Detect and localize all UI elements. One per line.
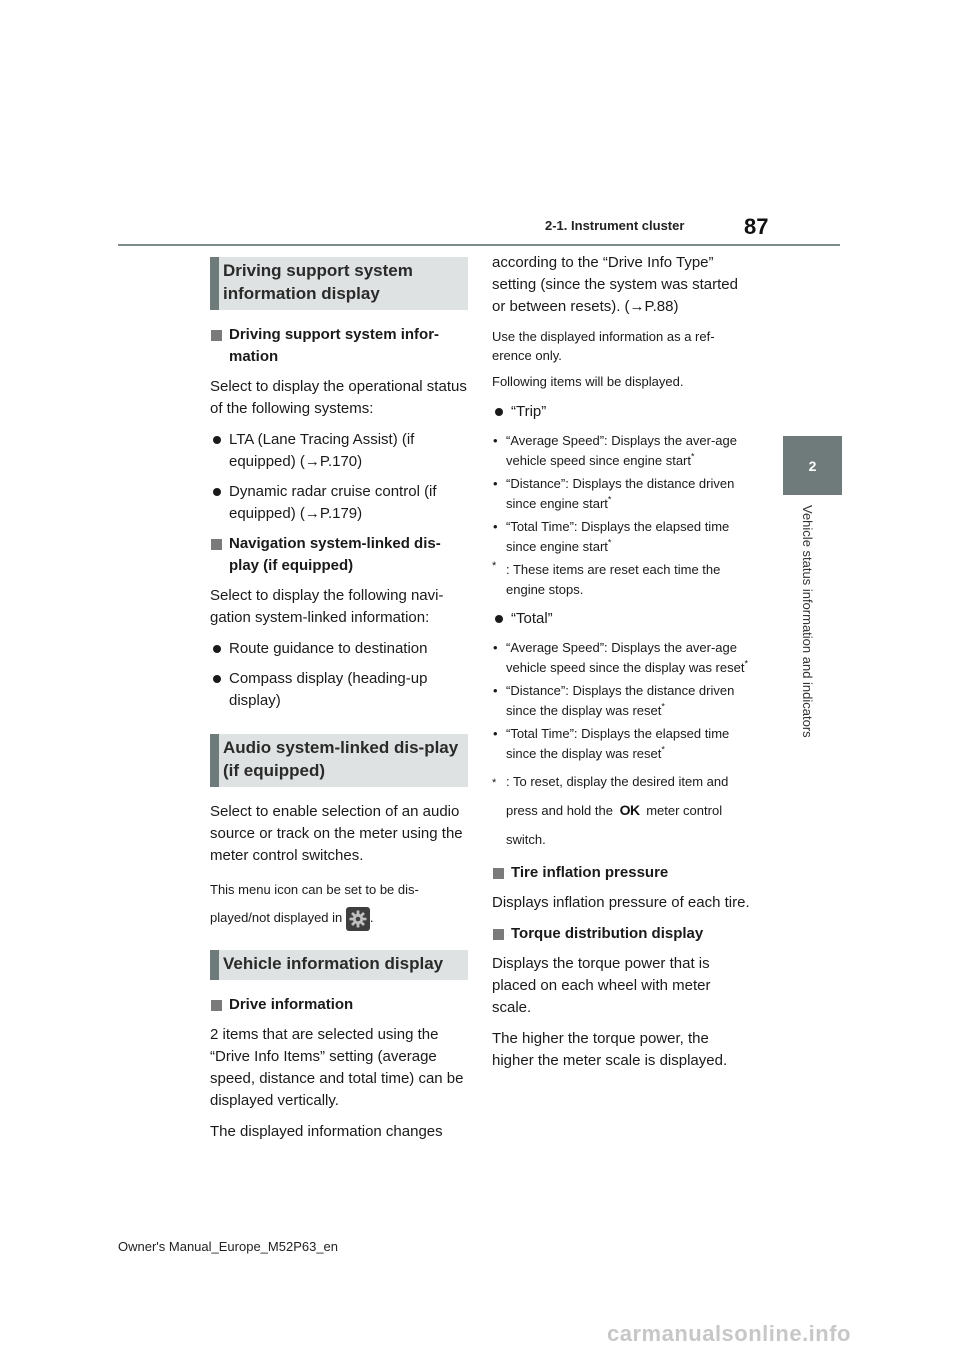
list-item-text: “Average Speed”: Displays the aver-age vehicle speed since the display was reset [506, 640, 745, 675]
chapter-title: Vehicle status information and indicators [800, 505, 815, 738]
list-item [492, 681, 750, 721]
body-text: Select to display the operational status of the following systems: [210, 378, 467, 417]
section-title: 2-1. Instrument cluster [545, 218, 685, 233]
note-before-icon: This menu icon can be set to be dis-played/not displayed in [210, 882, 419, 925]
subhead-tire-pressure: Tire inflation pressure [492, 862, 750, 884]
body-text: according to the “Drive Info Type” setting (since the system was started or between resets). (→P.88) [492, 254, 738, 315]
bullet-trip: “Trip” [492, 401, 750, 423]
footnote-marker: * [492, 777, 497, 789]
bullet-item: Compass display (heading-up display) [210, 668, 468, 712]
note-text: Following items will be displayed. [492, 374, 684, 389]
footnote-marker: * [744, 658, 748, 669]
gear-icon [346, 907, 370, 931]
header-divider [118, 244, 840, 246]
bullet-item: LTA (Lane Tracing Assist) (if equipped) (→P.170) [210, 429, 468, 473]
list-item-text: “Distance”: Displays the distance driven since the display was reset [506, 683, 735, 718]
list-item [492, 474, 750, 514]
footnote-marker: * [607, 494, 612, 505]
body-text: The higher the torque power, the higher the meter scale is displayed. [492, 1030, 728, 1069]
chapter-side-label [797, 505, 819, 775]
watermark: carmanualsonline.info [607, 1321, 851, 1346]
footnote-marker: * [691, 451, 695, 462]
chapter-tab: 2 [783, 436, 842, 495]
list-item [492, 431, 750, 471]
list-item [492, 517, 750, 557]
section-header-audio: Audio system-linked dis-play (if equipped) [210, 734, 468, 787]
note-text: Use the displayed information as a ref-erence only. [492, 329, 715, 363]
list-item [492, 638, 750, 678]
page-number: 87 [744, 214, 769, 239]
section-header-driving-support: Driving support system information display [210, 257, 468, 310]
list-item-text: “Distance”: Displays the distance driven since engine start [506, 476, 735, 511]
subhead-drive-information: Drive information [210, 994, 468, 1016]
body-text: Displays inflation pressure of each tire. [492, 894, 750, 911]
footnote [492, 767, 750, 854]
note-after-icon: . [369, 910, 374, 925]
ok-button-icon: OK [619, 802, 640, 818]
body-text: The displayed information changes [210, 1123, 443, 1140]
subhead-torque-distribution: Torque distribution display [492, 923, 750, 945]
section-header-vehicle-info: Vehicle information display [210, 950, 468, 980]
footnote-marker: * [607, 537, 612, 548]
body-text: Select to display the following navi-gation system-linked information: [210, 587, 444, 626]
footer-manual-id: Owner's Manual_Europe_M52P63_en [118, 1239, 339, 1254]
body-text: 2 items that are selected using the “Drive Info Items” setting (average speed, distance and total time) can be displayed vertically. [210, 1026, 464, 1109]
bullet-total: “Total” [492, 608, 750, 630]
footnote [492, 560, 750, 600]
list-item [492, 724, 750, 764]
footnote-marker: * [661, 744, 665, 755]
body-text: Displays the torque power that is placed on each wheel with meter scale. [492, 955, 711, 1016]
footnote-text: : These items are reset each time the engine stops. [506, 562, 721, 597]
left-column [210, 257, 468, 1152]
footnote-marker: * [661, 701, 665, 712]
subhead-navigation-linked: Navigation system-linked dis-play (if equipped) [210, 533, 468, 577]
body-text: Select to enable selection of an audio source or track on the meter using the meter control switches. [210, 803, 463, 864]
list-item-text: “Average Speed”: Displays the aver-age vehicle speed since engine start [506, 433, 737, 468]
list-item-text: “Total Time”: Displays the elapsed time since engine start [506, 519, 730, 554]
footnote-marker: * [492, 560, 497, 572]
list-item-text: “Total Time”: Displays the elapsed time since the display was reset [506, 726, 730, 761]
bullet-item: Route guidance to destination [210, 638, 468, 660]
footnote-text: : To reset, display the desired item and press and hold the [506, 774, 729, 818]
subhead-driving-support-info: Driving support system infor-mation [210, 324, 468, 368]
footnote-text: meter control switch. [506, 803, 723, 847]
bullet-item: Dynamic radar cruise control (if equipped) (→P.179) [210, 481, 468, 525]
right-column [492, 252, 750, 1081]
note-text [210, 876, 468, 932]
